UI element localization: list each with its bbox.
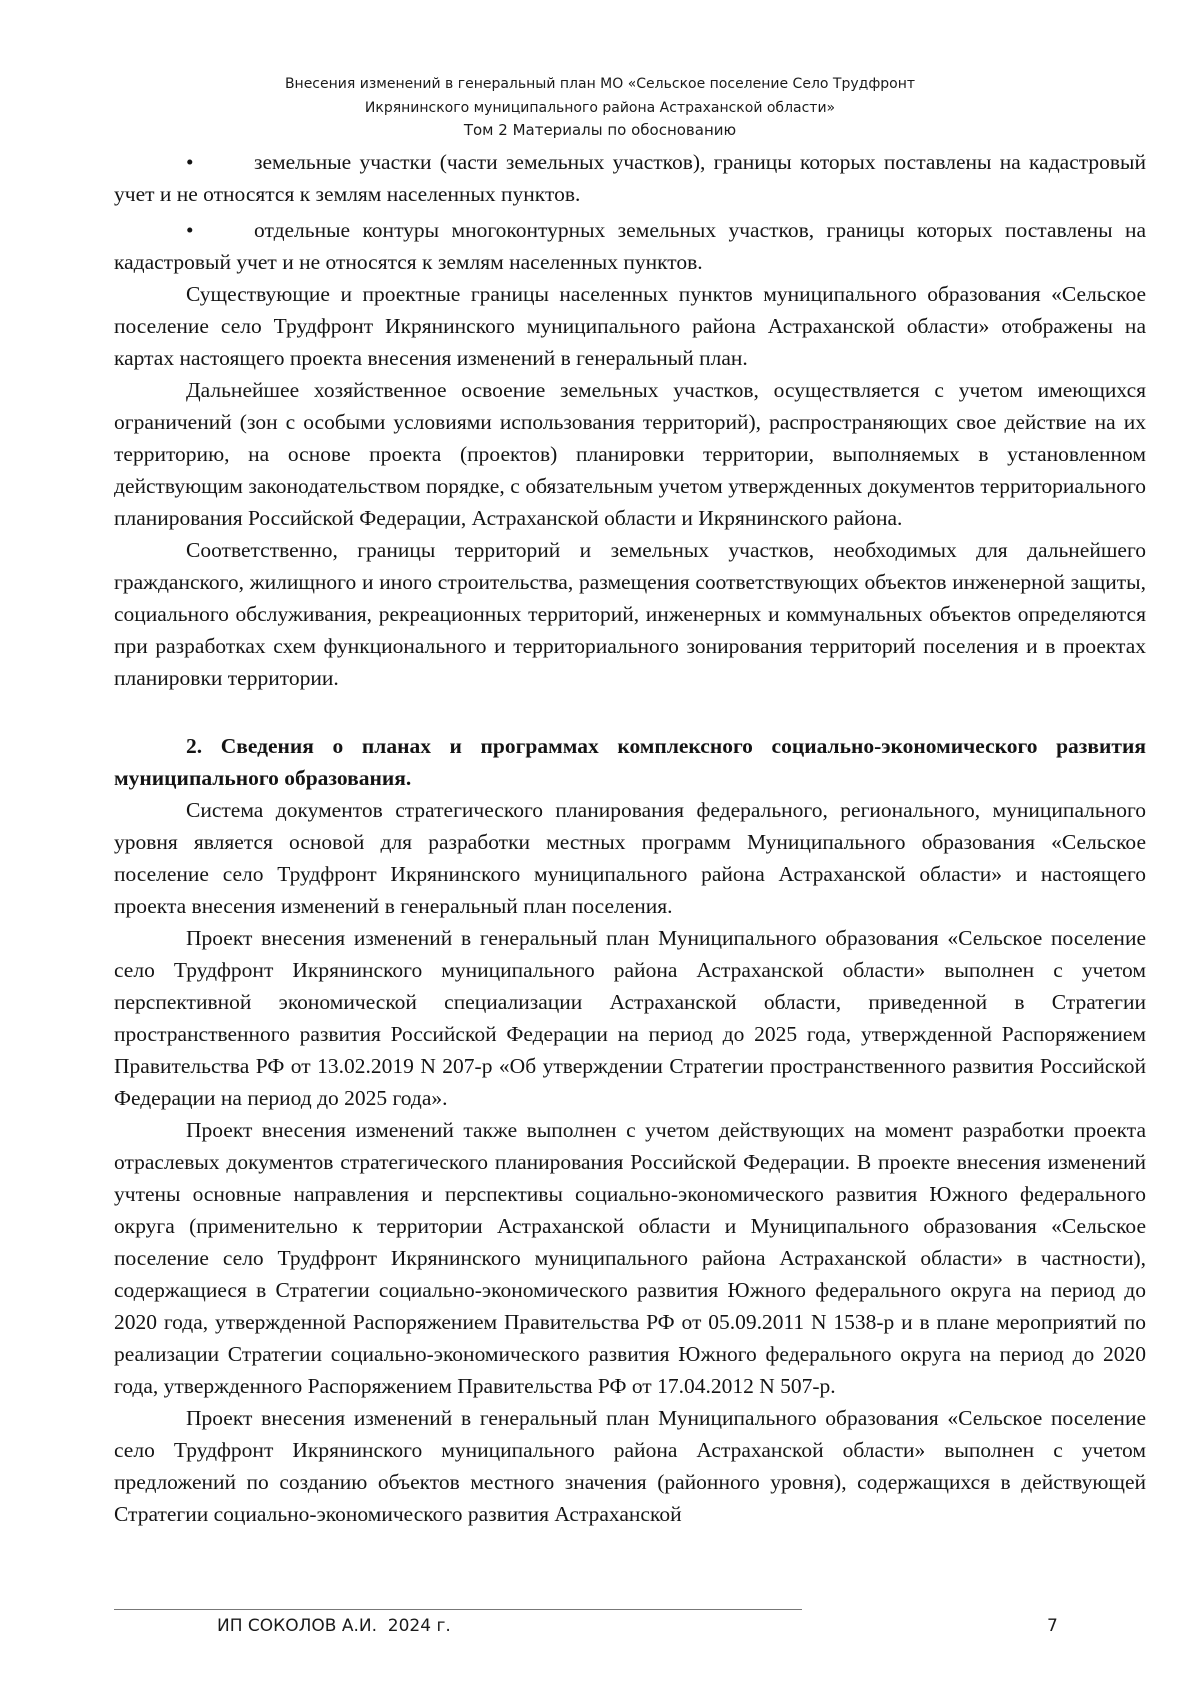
- running-header-line-1: Внесения изменений в генеральный план МО «Сельское поселение Село Трудфронт: [284, 76, 916, 92]
- paragraph: Система документов стратегического планирования федерального, регионального, муниципального уровня является основой для разработки местных программ Муниципального образования «Сельское поселение село Трудфронт Икрянинского муниципального района Астраханской области» и настоящего проекта внесения изменений в генеральный план поселения.: [114, 798, 1146, 918]
- page-number: 7: [1047, 1616, 1058, 1636]
- running-header-line-2: Икрянинского муниципального района Астраханской области»: [364, 100, 836, 116]
- section-heading: 2. Сведения о планах и программах комплексного социально-экономического развития муниципального образования.: [114, 734, 1146, 790]
- paragraph: Проект внесения изменений также выполнен с учетом действующих на момент разработки проекта отраслевых документов стратегического планирования Российской Федерации. В проекте внесения изменений учтены основные направления и перспективы социально-экономического развития Южного федерального округа (применительно к территории Астраханской области и Муниципального образования «Сельское поселение село Трудфронт Икрянинского муниципального района Астраханской области» в частности), содержащиеся в Стратегии социально-экономического развития Южного федерального округа на период до 2020 года, утвержденной Распоряжением Правительства РФ от 05.09.2011 N 1538-р и в плане мероприятий по реализации Стратегии социально-экономического развития Южного федерального округа на период до 2020 года, утвержденного Распоряжением Правительства РФ от 17.04.2012 N 507-р.: [114, 1118, 1146, 1398]
- document-body: [114, 146, 1146, 1530]
- paragraph: Проект внесения изменений в генеральный план Муниципального образования «Сельское поселение село Трудфронт Икрянинского муниципального района Астраханской области» выполнен с учетом перспективной экономической специализации Астраханской области, приведенной в Стратегии пространственного развития Российской Федерации на период до 2025 года, утвержденной Распоряжением Правительства РФ от 13.02.2019 N 207-р «Об утверждении Стратегии пространственного развития Российской Федерации на период до 2025 года».: [114, 926, 1146, 1110]
- running-header-volume: Том 2 Материалы по обоснованию: [463, 121, 737, 139]
- paragraph: Дальнейшее хозяйственное освоение земельных участков, осуществляется с учетом имеющихся ограничений (зон с особыми условиями использования территорий), распространяющих свое действие на их территорию, на основе проекта (проектов) планировки территории, выполняемых в установленном действующим законодательством порядке, с обязательным учетом утвержденных документов территориального планирования Российской Федерации, Астраханской области и Икрянинского района.: [114, 378, 1146, 530]
- paragraph: Проект внесения изменений в генеральный план Муниципального образования «Сельское поселение село Трудфронт Икрянинского муниципального района Астраханской области» выполнен с учетом предложений по созданию объектов местного значения (районного уровня), содержащихся в действующей Стратегии социально-экономического развития Астраханской: [114, 1406, 1146, 1526]
- bullet-text: земельные участки (части земельных участков), границы которых поставлены на кадастровый учет и не относятся к землям населенных пунктов.: [114, 150, 1146, 206]
- paragraph: Соответственно, границы территорий и земельных участков, необходимых для дальнейшего гражданского, жилищного и иного строительства, размещения соответствующих объектов инженерной защиты, социального обслуживания, рекреационных территорий, инженерных и коммунальных объектов определяются при разработках схем функционального и территориального зонирования территорий поселения и в проектах планировки территории.: [114, 538, 1146, 690]
- bullet-text: отдельные контуры многоконтурных земельных участков, границы которых поставлены на кадастровый учет и не относятся к землям населенных пунктов.: [114, 218, 1146, 274]
- footer-author: ИП СОКОЛОВ А.И. 2024 г.: [217, 1616, 451, 1636]
- bullet-item: [114, 214, 1146, 278]
- bullet-marker: •: [186, 218, 194, 242]
- bullet-marker: •: [186, 150, 194, 174]
- bullet-item: [114, 146, 1146, 210]
- paragraph: Существующие и проектные границы населенных пунктов муниципального образования «Сельское поселение село Трудфронт Икрянинского муниципального района Астраханской области» отображены на картах настоящего проекта внесения изменений в генеральный план.: [114, 282, 1146, 370]
- footer-divider: [114, 1609, 802, 1610]
